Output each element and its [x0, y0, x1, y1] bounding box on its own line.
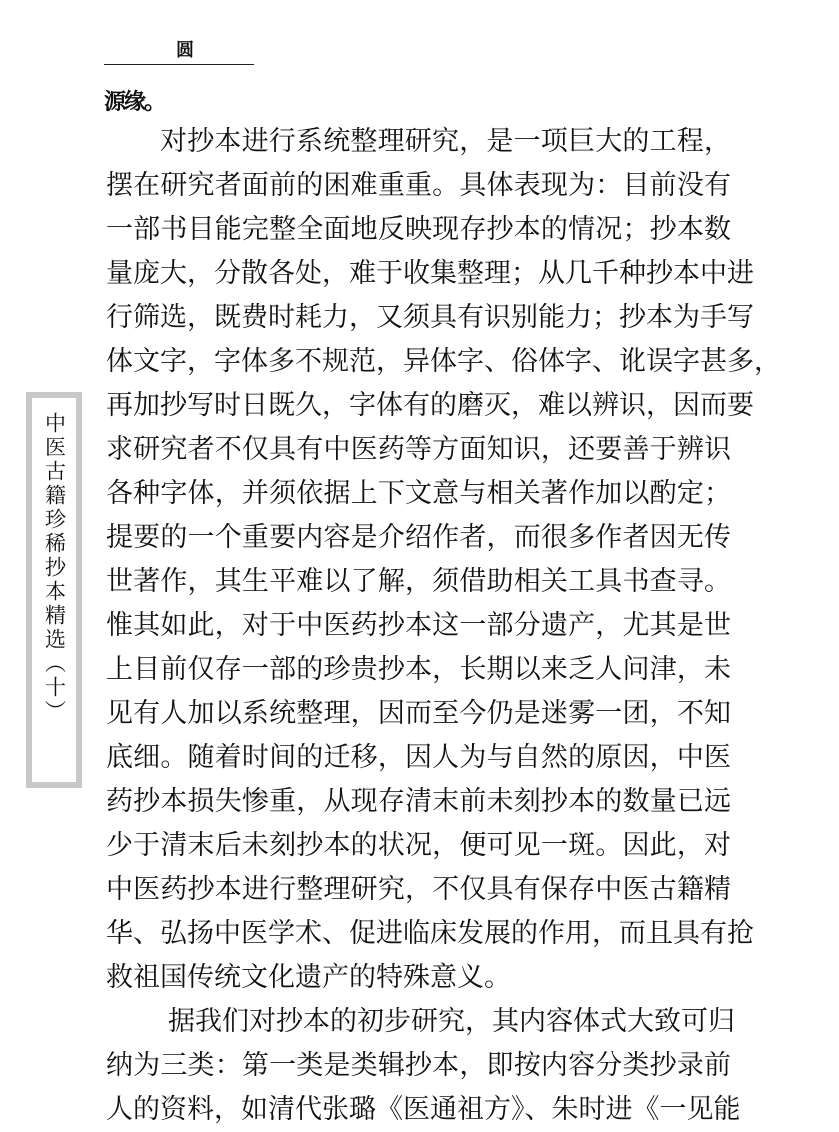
text-line: 世著作，其生平难以了解，须借助相关工具书查寻。 — [106, 566, 731, 597]
text-line: 惟其如此，对于中医药抄本这一部分遗产，尤其是世 — [106, 610, 731, 641]
side-tab — [26, 392, 82, 788]
text-line: 少于清末后未刻抄本的状况，便可见一斑。因此，对 — [106, 830, 731, 861]
text-line: 中医药抄本进行整理研究，不仅具有保存中医古籍精 — [106, 874, 731, 905]
text-line: 华、弘扬中医学术、促进临床发展的作用，而且具有抢 — [106, 918, 754, 949]
page-header — [104, 40, 254, 65]
text-line: 救祖国传统文化遗产的特殊意义。 — [106, 962, 511, 993]
text-line: 提要的一个重要内容是介绍作者，而很多作者因无传 — [106, 522, 731, 553]
text-line: 纳为三类：第一类是类辑抄本，即按内容分类抄录前 — [106, 1050, 731, 1081]
text-line: 药抄本损失惨重，从现存清末前未刻抄本的数量已远 — [106, 786, 731, 817]
text-line: 摆在研究者面前的困难重重。具体表现为：目前没有 — [106, 170, 731, 201]
side-tab-inner — [32, 398, 76, 782]
body-text — [106, 120, 781, 1132]
text-line: 底细。随着时间的迁移，因人为与自然的原因，中医 — [106, 742, 731, 773]
text-line: 求研究者不仅具有中医药等方面知识，还要善于辨识 — [106, 434, 731, 465]
text-fragment: 源缘。 — [104, 89, 165, 115]
text-line: 一部书目能完整全面地反映现存抄本的情况；抄本数 — [106, 214, 731, 245]
text-line: 见有人加以系统整理，因而至今仍是迷雾一团，不知 — [106, 698, 731, 729]
text-line: 行筛选，既费时耗力，又须具有识别能力；抄本为手写 — [106, 302, 754, 333]
text-line: 体文字，字体多不规范，异体字、俗体字、讹误字甚多， — [106, 346, 781, 377]
text-line: 量庞大，分散各处，难于收集整理；从几千种抄本中进 — [106, 258, 754, 289]
text-line: 人的资料，如清代张璐《医通祖方》、朱时进《一见能 — [106, 1094, 741, 1125]
page-number: 圆 — [176, 40, 194, 61]
text-line: 对抄本进行系统整理研究，是一项巨大的工程， — [160, 126, 731, 157]
book-series-title: 中医古籍珍稀抄本精选（十） — [42, 412, 67, 724]
text-line: 据我们对抄本的初步研究，其内容体式大致可归 — [168, 1006, 735, 1037]
text-line: 各种字体，并须依据上下文意与相关著作加以酌定； — [106, 478, 731, 509]
text-line: 再加抄写时日既久，字体有的磨灭，难以辨识，因而要 — [106, 390, 754, 421]
text-line: 上目前仅存一部的珍贵抄本，长期以来乏人问津，未 — [106, 654, 731, 685]
